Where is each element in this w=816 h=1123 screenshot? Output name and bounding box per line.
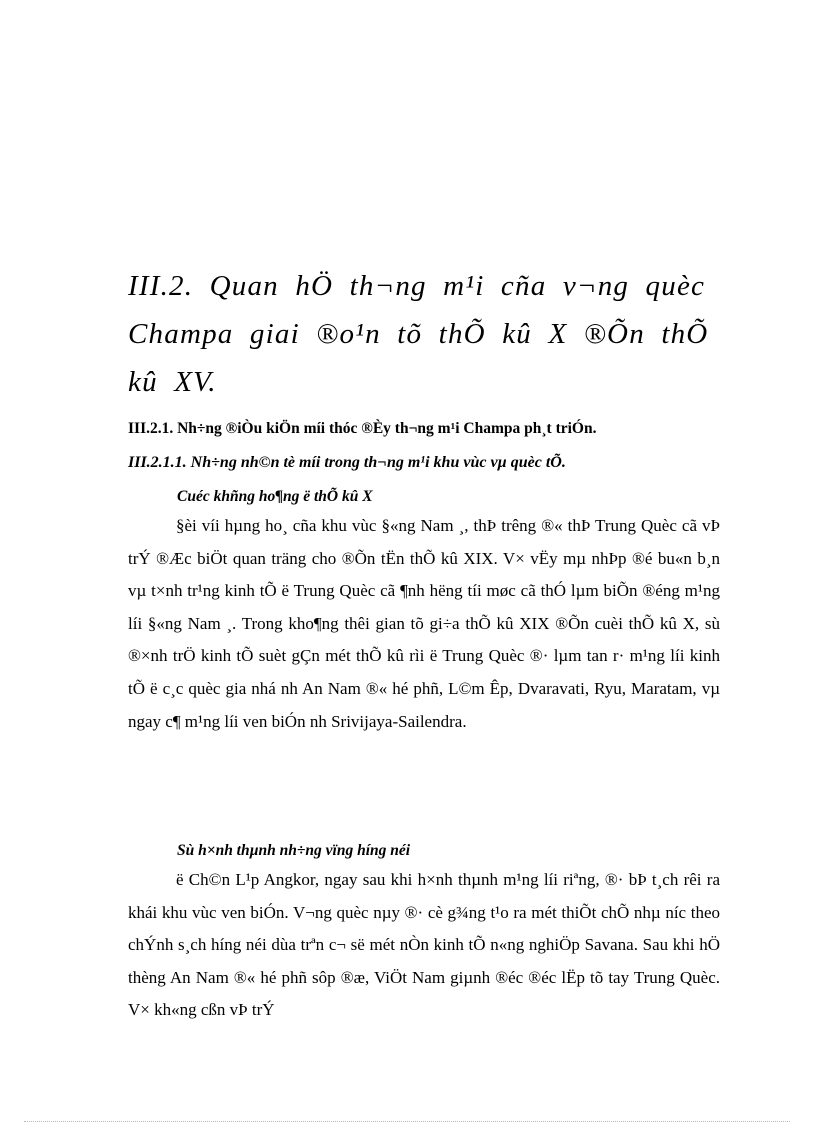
topic-2-paragraph: ë Ch©n L¹p Angkor, ngay sau khi h×nh thµnh m¹ng líi riªng, ®· bÞ t¸ch rêi ra khái khu vùc ven biÓn. V¬ng quèc nµy ®· cè g¾ng t¹o ra mét thiÕt chÕ nhµ níc theo chÝnh s¸ch híng néi dùa trªn c¬ së mét nÒn kinh tÕ n«ng nghiÖp Savana. Sau khi hÖ thèng An Nam ®« hé phñ sôp ®æ, ViÖt Nam giµnh ®éc ®éc lËp tõ tay Trung Quèc. V× kh«ng cßn vÞ trÝ bbox=[128, 870, 720, 1020]
topic-1-paragraph: §èi víi hµng ho¸ cña khu vùc §«ng Nam ¸, thÞ trêng ®« thÞ Trung Quèc cã vÞ trÝ ®Æc biÖt quan träng cho ®Õn tËn thÕ kû XIX. V× vËy mµ nhÞp ®é bu«n b¸n vµ t×nh tr¹ng kinh tÕ ë Trung Quèc cã ¶nh hëng tíi møc cã thÓ lµm biÕn ®éng m¹ng líi §«ng Nam ¸. Trong kho¶ng thêi gian tõ gi÷a thÕ kû XIX ®Õn cuèi thÕ kû X, sù ®×nh trÖ kinh tÕ suèt gÇn mét thÕ kû rìi ë Trung Quèc ®· lµm tan r· m¹ng líi kinh tÕ ë c¸c quèc gia nhá nh An Nam ®« hé phñ, L©m Êp, Dvaravati, Ryu, Maratam, vµ ngay c¶ m¹ng líi ven biÓn nh Srivijaya-Sailendra. bbox=[128, 516, 720, 731]
topic-1-title: Cuéc khñng ho¶ng ë thÕ kû X bbox=[177, 488, 373, 505]
topic-2-title: Sù h×nh thµnh nh÷ng vïng híng néi bbox=[177, 842, 411, 859]
page-bottom-dotted-rule bbox=[24, 1121, 790, 1122]
subsection-heading-1-1: III.2.1.1. Nh÷ng nh©n tè míi trong th¬ng m¹i khu vùc vµ quèc tÕ. bbox=[128, 454, 566, 471]
section-heading: III.2. Quan hÖ th¬ng m¹i cña v¬ng quèc Champa giai ®o¹n tõ thÕ kû X ®Õn thÕ kû XV. bbox=[128, 270, 709, 398]
subsection-heading-1: III.2.1. Nh÷ng ®iÒu kiÖn míi thóc ®Èy th¬ng m¹i Champa ph¸t triÓn. bbox=[128, 420, 597, 437]
